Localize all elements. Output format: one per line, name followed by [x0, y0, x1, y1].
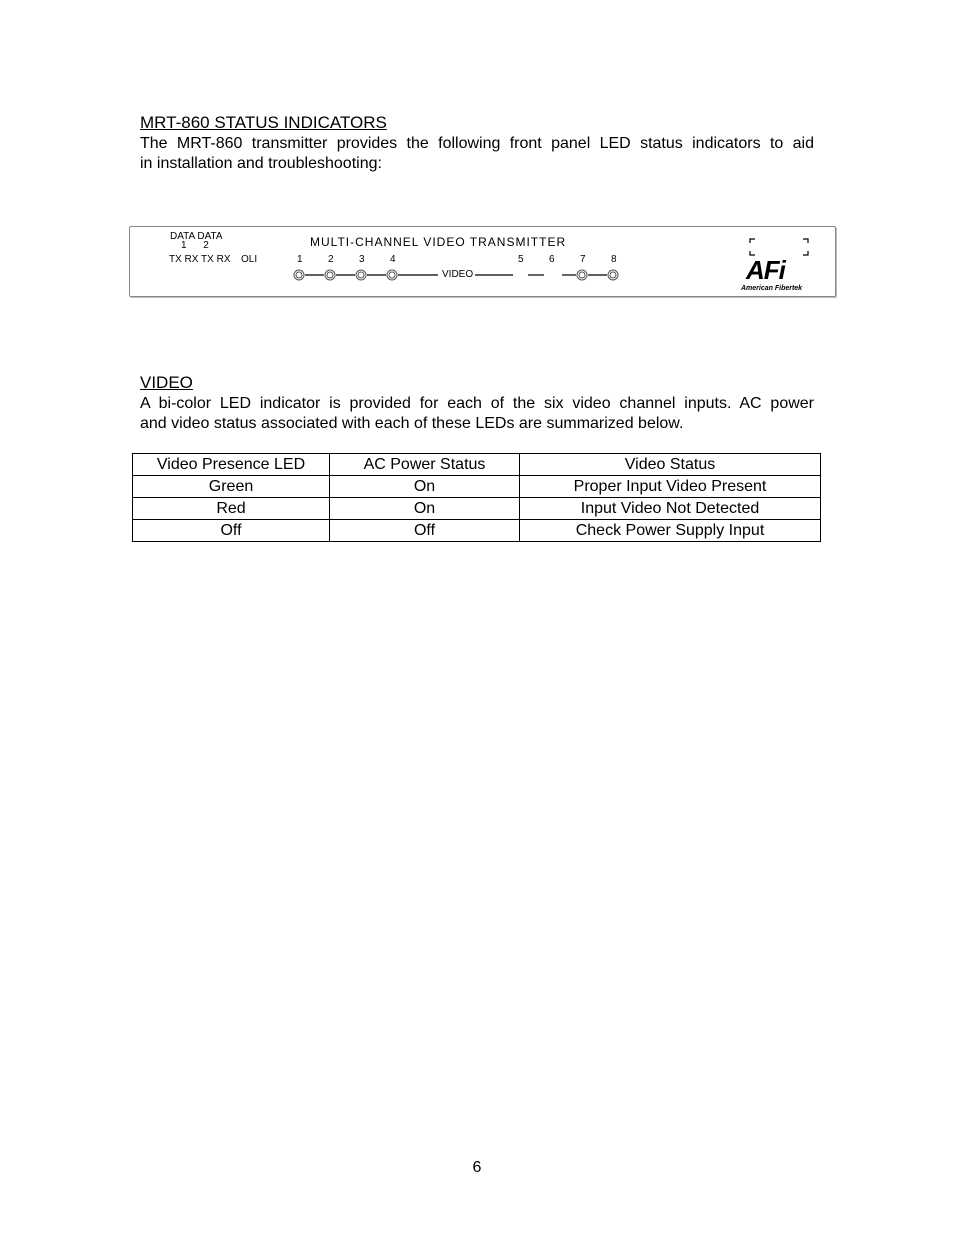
table-cell: Red: [133, 498, 330, 520]
section-heading-status-indicators: MRT-860 STATUS INDICATORS: [140, 113, 387, 132]
led-status-table: [132, 453, 821, 542]
video-intro-line-2: and video status associated with each of these LEDs are summarized below.: [140, 415, 684, 432]
channel-label-8: 8: [611, 254, 617, 265]
status-intro-paragraph: [140, 134, 814, 174]
table-cell: Check Power Supply Input: [520, 520, 821, 542]
panel-data-numbers: 1 2: [181, 240, 209, 251]
header-video-presence-led: Video Presence LED: [133, 454, 330, 476]
table-row: [133, 520, 821, 542]
channel-label-6: 6: [549, 254, 555, 265]
panel-led-graphics: [130, 227, 835, 296]
table-cell: Input Video Not Detected: [520, 498, 821, 520]
channel-label-7: 7: [580, 254, 586, 265]
panel-video-label: VIDEO: [442, 269, 474, 280]
video-intro-paragraph: [140, 394, 814, 434]
table-cell: Green: [133, 476, 330, 498]
channel-label-3: 3: [359, 254, 365, 265]
channel-label-4: 4: [390, 254, 396, 265]
status-intro-line-1: The MRT-860 transmitter provides the following front panel LED status indicators to aid: [140, 135, 814, 152]
table-cell: On: [330, 498, 520, 520]
panel-data-label: DATA DATA: [170, 231, 223, 242]
table-cell: Off: [133, 520, 330, 542]
header-video-status: Video Status: [520, 454, 821, 476]
header-ac-power-status: AC Power Status: [330, 454, 520, 476]
section-heading-video: VIDEO: [140, 373, 193, 392]
status-intro-line-2: in installation and troubleshooting:: [140, 155, 382, 172]
video-intro-line-1: A bi-color LED indicator is provided for each of the six video channel inputs. AC power: [140, 395, 814, 412]
table-cell: Off: [330, 520, 520, 542]
channel-label-2: 2: [328, 254, 334, 265]
front-panel-diagram: [129, 226, 836, 297]
table-cell: Proper Input Video Present: [520, 476, 821, 498]
channel-label-5: 5: [518, 254, 524, 265]
afi-logo-subtitle: American Fibertek: [741, 285, 803, 292]
channel-label-1: 1: [297, 254, 303, 265]
panel-txrx-label: TX RX TX RX: [169, 254, 231, 265]
panel-title: MULTI-CHANNEL VIDEO TRANSMITTER: [310, 235, 567, 249]
table-row: [133, 498, 821, 520]
afi-logo: AFi: [746, 255, 785, 285]
page-number: 6: [472, 1159, 482, 1176]
table-cell: On: [330, 476, 520, 498]
table-header-row: [133, 454, 821, 476]
panel-oli-label: OLI: [241, 254, 258, 265]
table-row: [133, 476, 821, 498]
